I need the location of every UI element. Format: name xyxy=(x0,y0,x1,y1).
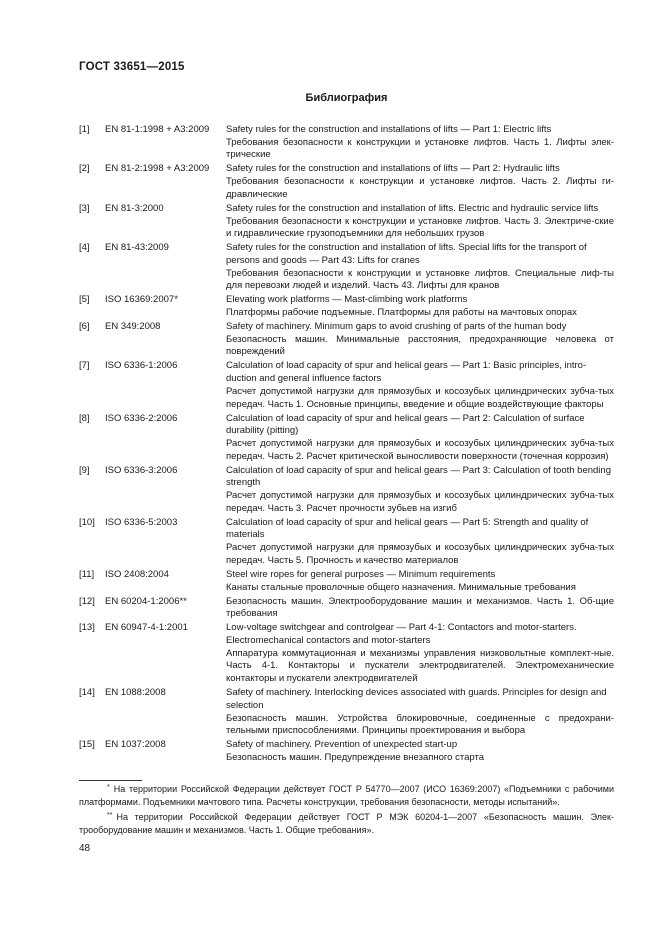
bibliography-entry xyxy=(79,294,614,319)
entry-body xyxy=(226,294,614,319)
footnote-separator xyxy=(79,780,142,781)
bibliography-list xyxy=(79,124,614,766)
english-title: Safety rules for the construction and installations of lifts — Part 1: Electric lifts xyxy=(226,124,552,135)
standard-designation: ISO 6336-1:2006 xyxy=(105,360,178,372)
english-title: Safety rules for the construction and installation of lifts. Electric and hydraulic service lifts xyxy=(226,202,599,214)
footnotes xyxy=(79,783,614,839)
entry-number: [8] xyxy=(79,412,90,424)
russian-title: Безопасность машин. Предупреждение внезапного старта xyxy=(226,751,484,763)
standard-designation: ISO 6336-2:2006 xyxy=(105,412,178,424)
document-header: ГОСТ 33651—2015 xyxy=(79,61,185,73)
standard-designation: EN 81-3:2000 xyxy=(105,202,164,214)
entry-number: [14] xyxy=(79,687,95,699)
russian-title: Требования безопасности к конструкции и установке лифтов. Часть 1. Лифты элек-трические xyxy=(226,136,614,161)
russian-title: Канаты стальные проволочные общего назначения. Минимальные требования xyxy=(226,581,576,593)
standard-designation: EN 1088:2008 xyxy=(105,687,166,699)
section-title xyxy=(0,92,661,104)
footnote-mark: * xyxy=(107,784,110,791)
entry-body xyxy=(226,203,614,241)
entry-number: [3] xyxy=(79,202,90,214)
entry-body xyxy=(226,569,614,594)
standard-designation: ISO 2408:2004 xyxy=(105,568,169,580)
russian-title: Расчет допустимой нагрузки для прямозубых и косозубых цилиндрических зубча-тых передач. Часть 1. Основные принципы, введение и общие воздействующие факторы xyxy=(226,385,614,410)
english-title: Calculation of load capacity of spur and helical gears — Part 5: Strength and quality of materials xyxy=(226,516,589,541)
entry-body xyxy=(226,517,614,568)
entry-number: [15] xyxy=(79,739,95,751)
english-title: Safety of machinery. Minimum gaps to avoid crushing of parts of the human body xyxy=(226,321,567,333)
entry-number: [1] xyxy=(79,124,90,135)
english-title: Steel wire ropes for general purposes — Minimum requirements xyxy=(226,568,496,580)
bibliography-entry xyxy=(79,242,614,293)
entry-body xyxy=(226,360,614,411)
standard-designation: EN 81-2:1998 + A3:2009 xyxy=(105,163,210,175)
english-title: Safety rules for the construction and installation of lifts. Special lifts for the transport of persons and goods — Part 43: Lifts for cranes xyxy=(226,242,587,266)
entry-number: [10] xyxy=(79,516,95,528)
entry-body xyxy=(226,124,614,162)
entry-body xyxy=(226,739,614,764)
english-title: Calculation of load capacity of spur and helical gears — Part 3: Calculation of tooth bending strength xyxy=(226,464,611,489)
entry-number: [6] xyxy=(79,321,90,333)
section-title-text: Библиография xyxy=(305,92,388,104)
bibliography-entry xyxy=(79,321,614,359)
bibliography-entry xyxy=(79,163,614,201)
entry-body xyxy=(226,465,614,516)
bibliography-entry xyxy=(79,596,614,621)
russian-title: Расчет допустимой нагрузки для прямозубых и косозубых цилиндрических зубча-тых передач. Часть 2. Расчет критической выносливости поверхности (точечная коррозия) xyxy=(226,437,614,462)
entry-body xyxy=(226,596,614,621)
bibliography-entry xyxy=(79,687,614,738)
footnote-text: На территории Российской Федерации действует ГОСТ Р 54770—2007 (ИСО 16369:2007) «Подъемники с рабочими платформами. Подъемники мачтового типа. Расчеты конструкции, требования безопасности, методы испытаний». xyxy=(79,784,614,807)
footnote xyxy=(79,811,614,836)
russian-title: Требования безопасности к конструкции и установке лифтов. Специальные лиф-ты для перевозки людей и изделий. Часть 43. Лифты для кранов xyxy=(226,267,614,292)
bibliography-entry xyxy=(79,360,614,411)
standard-designation: EN 349:2008 xyxy=(105,321,161,333)
entry-body xyxy=(226,321,614,359)
russian-title: Безопасность машин. Минимальные расстояния, предохраняющие человека от повреждений xyxy=(226,333,614,358)
standard-designation: EN 81-43:2009 xyxy=(105,242,169,254)
russian-title: Требования безопасности к конструкции и установке лифтов. Часть 3. Электриче-ские и гидравлические грузоподъемники для небольших грузов xyxy=(226,215,614,240)
russian-title: Расчет допустимой нагрузки для прямозубых и косозубых цилиндрических зубча-тых передач. Часть 5. Прочность и качество материалов xyxy=(226,542,614,566)
russian-title: Безопасность машин. Электрооборудование машин и механизмов. Часть 1. Об-щие требования xyxy=(226,595,614,620)
russian-title: Платформы рабочие подъемные. Платформы для работы на мачтовых опорах xyxy=(226,307,577,319)
page-number: 48 xyxy=(79,843,91,854)
entry-number: [7] xyxy=(79,360,90,372)
english-title: Safety of machinery. Interlocking devices associated with guards. Principles for design and selection xyxy=(226,687,607,711)
standard-designation: EN 81-1:1998 + A3:2009 xyxy=(105,124,210,135)
bibliography-entry xyxy=(79,622,614,686)
standard-designation: ISO 6336-3:2006 xyxy=(105,464,178,476)
standard-designation: EN 60947-4-1:2001 xyxy=(105,622,188,634)
bibliography-entry xyxy=(79,413,614,464)
entry-body xyxy=(226,622,614,686)
bibliography-entry xyxy=(79,517,614,568)
russian-title: Безопасность машин. Устройства блокировочные, соединенные с предохрани-тельными приспособлениями. Принципы проектирования и выбора xyxy=(226,712,614,737)
entry-body xyxy=(226,687,614,738)
entry-number: [12] xyxy=(79,595,95,607)
bibliography-entry xyxy=(79,465,614,516)
entry-body xyxy=(226,163,614,201)
entry-number: [9] xyxy=(79,464,90,476)
entry-number: [13] xyxy=(79,622,95,634)
standard-designation: ISO 6336-5:2003 xyxy=(105,516,178,528)
entry-number: [2] xyxy=(79,163,90,175)
english-title: Low-voltage switchgear and controlgear — Part 4-1: Contactors and motor-starters. Electromechanical contactors and motor-starters xyxy=(226,622,577,646)
footnote xyxy=(79,783,614,808)
standard-designation: EN 1037:2008 xyxy=(105,739,166,751)
entry-number: [5] xyxy=(79,294,90,306)
standard-designation: ISO 16369:2007* xyxy=(105,294,178,306)
english-title: Calculation of load capacity of spur and helical gears — Part 1: Basic principles, intro-duction and general influence factors xyxy=(226,360,587,385)
english-title: Safety of machinery. Prevention of unexpected start-up xyxy=(226,739,458,751)
entry-number: [4] xyxy=(79,242,90,254)
entry-body xyxy=(226,242,614,293)
english-title: Safety rules for the construction and installations of lifts — Part 2: Hydraulic lifts xyxy=(226,163,560,175)
bibliography-entry xyxy=(79,124,614,162)
russian-title: Аппаратура коммутационная и механизмы управления низковольтные комплект-ные. Часть 4-1. Контакторы и пускатели электродвигателей. Электромеханические контакторы и пускатели электродвигателей xyxy=(226,647,614,685)
english-title: Calculation of load capacity of spur and helical gears — Part 2: Calculation of surface durability (pitting) xyxy=(226,412,585,437)
entry-body xyxy=(226,413,614,464)
russian-title: Требования безопасности к конструкции и установке лифтов. Часть 2. Лифты ги-дравлические xyxy=(226,176,614,200)
russian-title: Расчет допустимой нагрузки для прямозубых и косозубых цилиндрических зубча-тых передач. Часть 3. Расчет прочности зубьев на изгиб xyxy=(226,490,614,514)
english-title: Elevating work platforms — Mast-climbing work platforms xyxy=(226,294,468,306)
bibliography-entry xyxy=(79,739,614,764)
standard-designation: EN 60204-1:2006** xyxy=(105,595,187,607)
footnote-mark: ** xyxy=(107,812,113,820)
bibliography-entry xyxy=(79,203,614,241)
footnote-text: На территории Российской Федерации действует ГОСТ Р МЭК 60204-1—2007 «Безопасность машин. Элек-трооборудование машин и механизмов. Часть 1. Общие требования». xyxy=(79,812,614,835)
bibliography-entry xyxy=(79,569,614,594)
entry-number: [11] xyxy=(79,568,95,580)
